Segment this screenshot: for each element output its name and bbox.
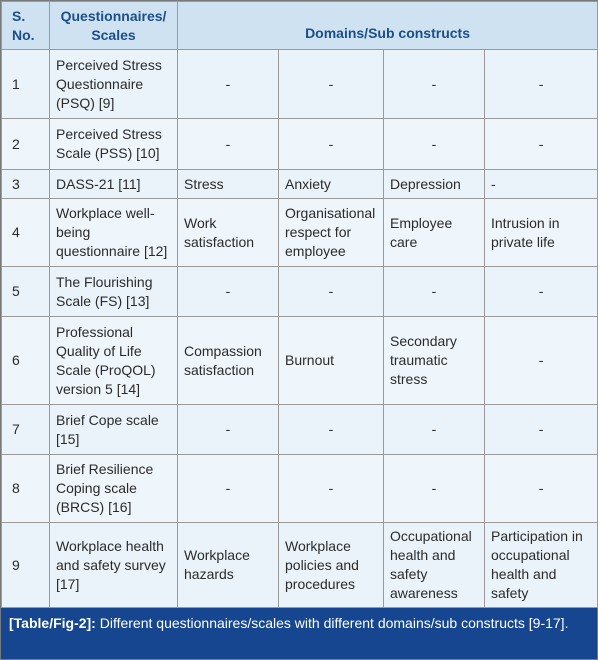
- row-number: 4: [2, 199, 50, 267]
- row-number: 3: [2, 170, 50, 199]
- domain-cell: Workplace policies and procedures: [279, 523, 384, 608]
- domain-cell: Secondary traumatic stress: [384, 317, 485, 405]
- questionnaire-name: DASS-21 [11]: [50, 170, 178, 199]
- domain-cell: -: [178, 50, 279, 119]
- domain-cell: -: [178, 267, 279, 317]
- header-sno: S. No.: [2, 2, 50, 50]
- domain-cell: -: [279, 119, 384, 170]
- domain-cell: -: [485, 455, 598, 523]
- domain-cell: -: [485, 170, 598, 199]
- table-row: [2, 405, 598, 455]
- domain-cell: Burnout: [279, 317, 384, 405]
- domain-cell: Work satisfaction: [178, 199, 279, 267]
- domain-cell: -: [279, 455, 384, 523]
- table-caption: [1, 608, 597, 659]
- domain-cell: -: [384, 267, 485, 317]
- domain-cell: Intrusion in private life: [485, 199, 598, 267]
- table-row: [2, 523, 598, 608]
- domain-cell: Stress: [178, 170, 279, 199]
- domain-cell: -: [384, 50, 485, 119]
- questionnaire-name: Workplace health and safety survey [17]: [50, 523, 178, 608]
- domain-cell: Employee care: [384, 199, 485, 267]
- domain-cell: Depression: [384, 170, 485, 199]
- row-number: 7: [2, 405, 50, 455]
- table-row: [2, 199, 598, 267]
- questionnaire-name: Perceived Stress Scale (PSS) [10]: [50, 119, 178, 170]
- questionnaire-name: Brief Cope scale [15]: [50, 405, 178, 455]
- header-questionnaire: Questionnaires/ Scales: [50, 2, 178, 50]
- questionnaire-name: The Flourishing Scale (FS) [13]: [50, 267, 178, 317]
- domain-cell: -: [485, 405, 598, 455]
- domain-cell: Workplace hazards: [178, 523, 279, 608]
- domain-cell: -: [485, 317, 598, 405]
- questionnaire-name: Perceived Stress Questionnaire (PSQ) [9]: [50, 50, 178, 119]
- row-number: 2: [2, 119, 50, 170]
- domain-cell: -: [485, 50, 598, 119]
- questionnaire-name: Brief Resilience Coping scale (BRCS) [16]: [50, 455, 178, 523]
- domain-cell: Participation in occupational health and safety: [485, 523, 598, 608]
- domain-cell: -: [279, 405, 384, 455]
- domain-cell: Organisational respect for employee: [279, 199, 384, 267]
- table-row: [2, 170, 598, 199]
- caption-label: [Table/Fig-2]:: [9, 615, 96, 631]
- domain-cell: -: [279, 267, 384, 317]
- header-domains: Domains/Sub constructs: [178, 2, 598, 50]
- domain-cell: -: [279, 50, 384, 119]
- row-number: 6: [2, 317, 50, 405]
- table-header-row: [2, 2, 598, 50]
- table-row: [2, 267, 598, 317]
- domain-cell: -: [178, 455, 279, 523]
- domain-cell: -: [384, 119, 485, 170]
- questionnaire-table: [1, 1, 598, 608]
- domain-cell: Compassion satisfaction: [178, 317, 279, 405]
- questionnaire-name: Professional Quality of Life Scale (ProQOL) version 5 [14]: [50, 317, 178, 405]
- table-row: [2, 317, 598, 405]
- domain-cell: Occupational health and safety awareness: [384, 523, 485, 608]
- table-row: [2, 119, 598, 170]
- domain-cell: -: [384, 405, 485, 455]
- caption-text: Different questionnaires/scales with different domains/sub constructs [9-17].: [95, 615, 569, 631]
- row-number: 5: [2, 267, 50, 317]
- table-row: [2, 50, 598, 119]
- domain-cell: -: [178, 119, 279, 170]
- questionnaire-name: Workplace well-being questionnaire [12]: [50, 199, 178, 267]
- row-number: 8: [2, 455, 50, 523]
- domain-cell: -: [178, 405, 279, 455]
- row-number: 1: [2, 50, 50, 119]
- table-body: [2, 50, 598, 608]
- domain-cell: -: [485, 119, 598, 170]
- row-number: 9: [2, 523, 50, 608]
- table-row: [2, 455, 598, 523]
- domain-cell: -: [384, 455, 485, 523]
- domain-cell: -: [485, 267, 598, 317]
- domain-cell: Anxiety: [279, 170, 384, 199]
